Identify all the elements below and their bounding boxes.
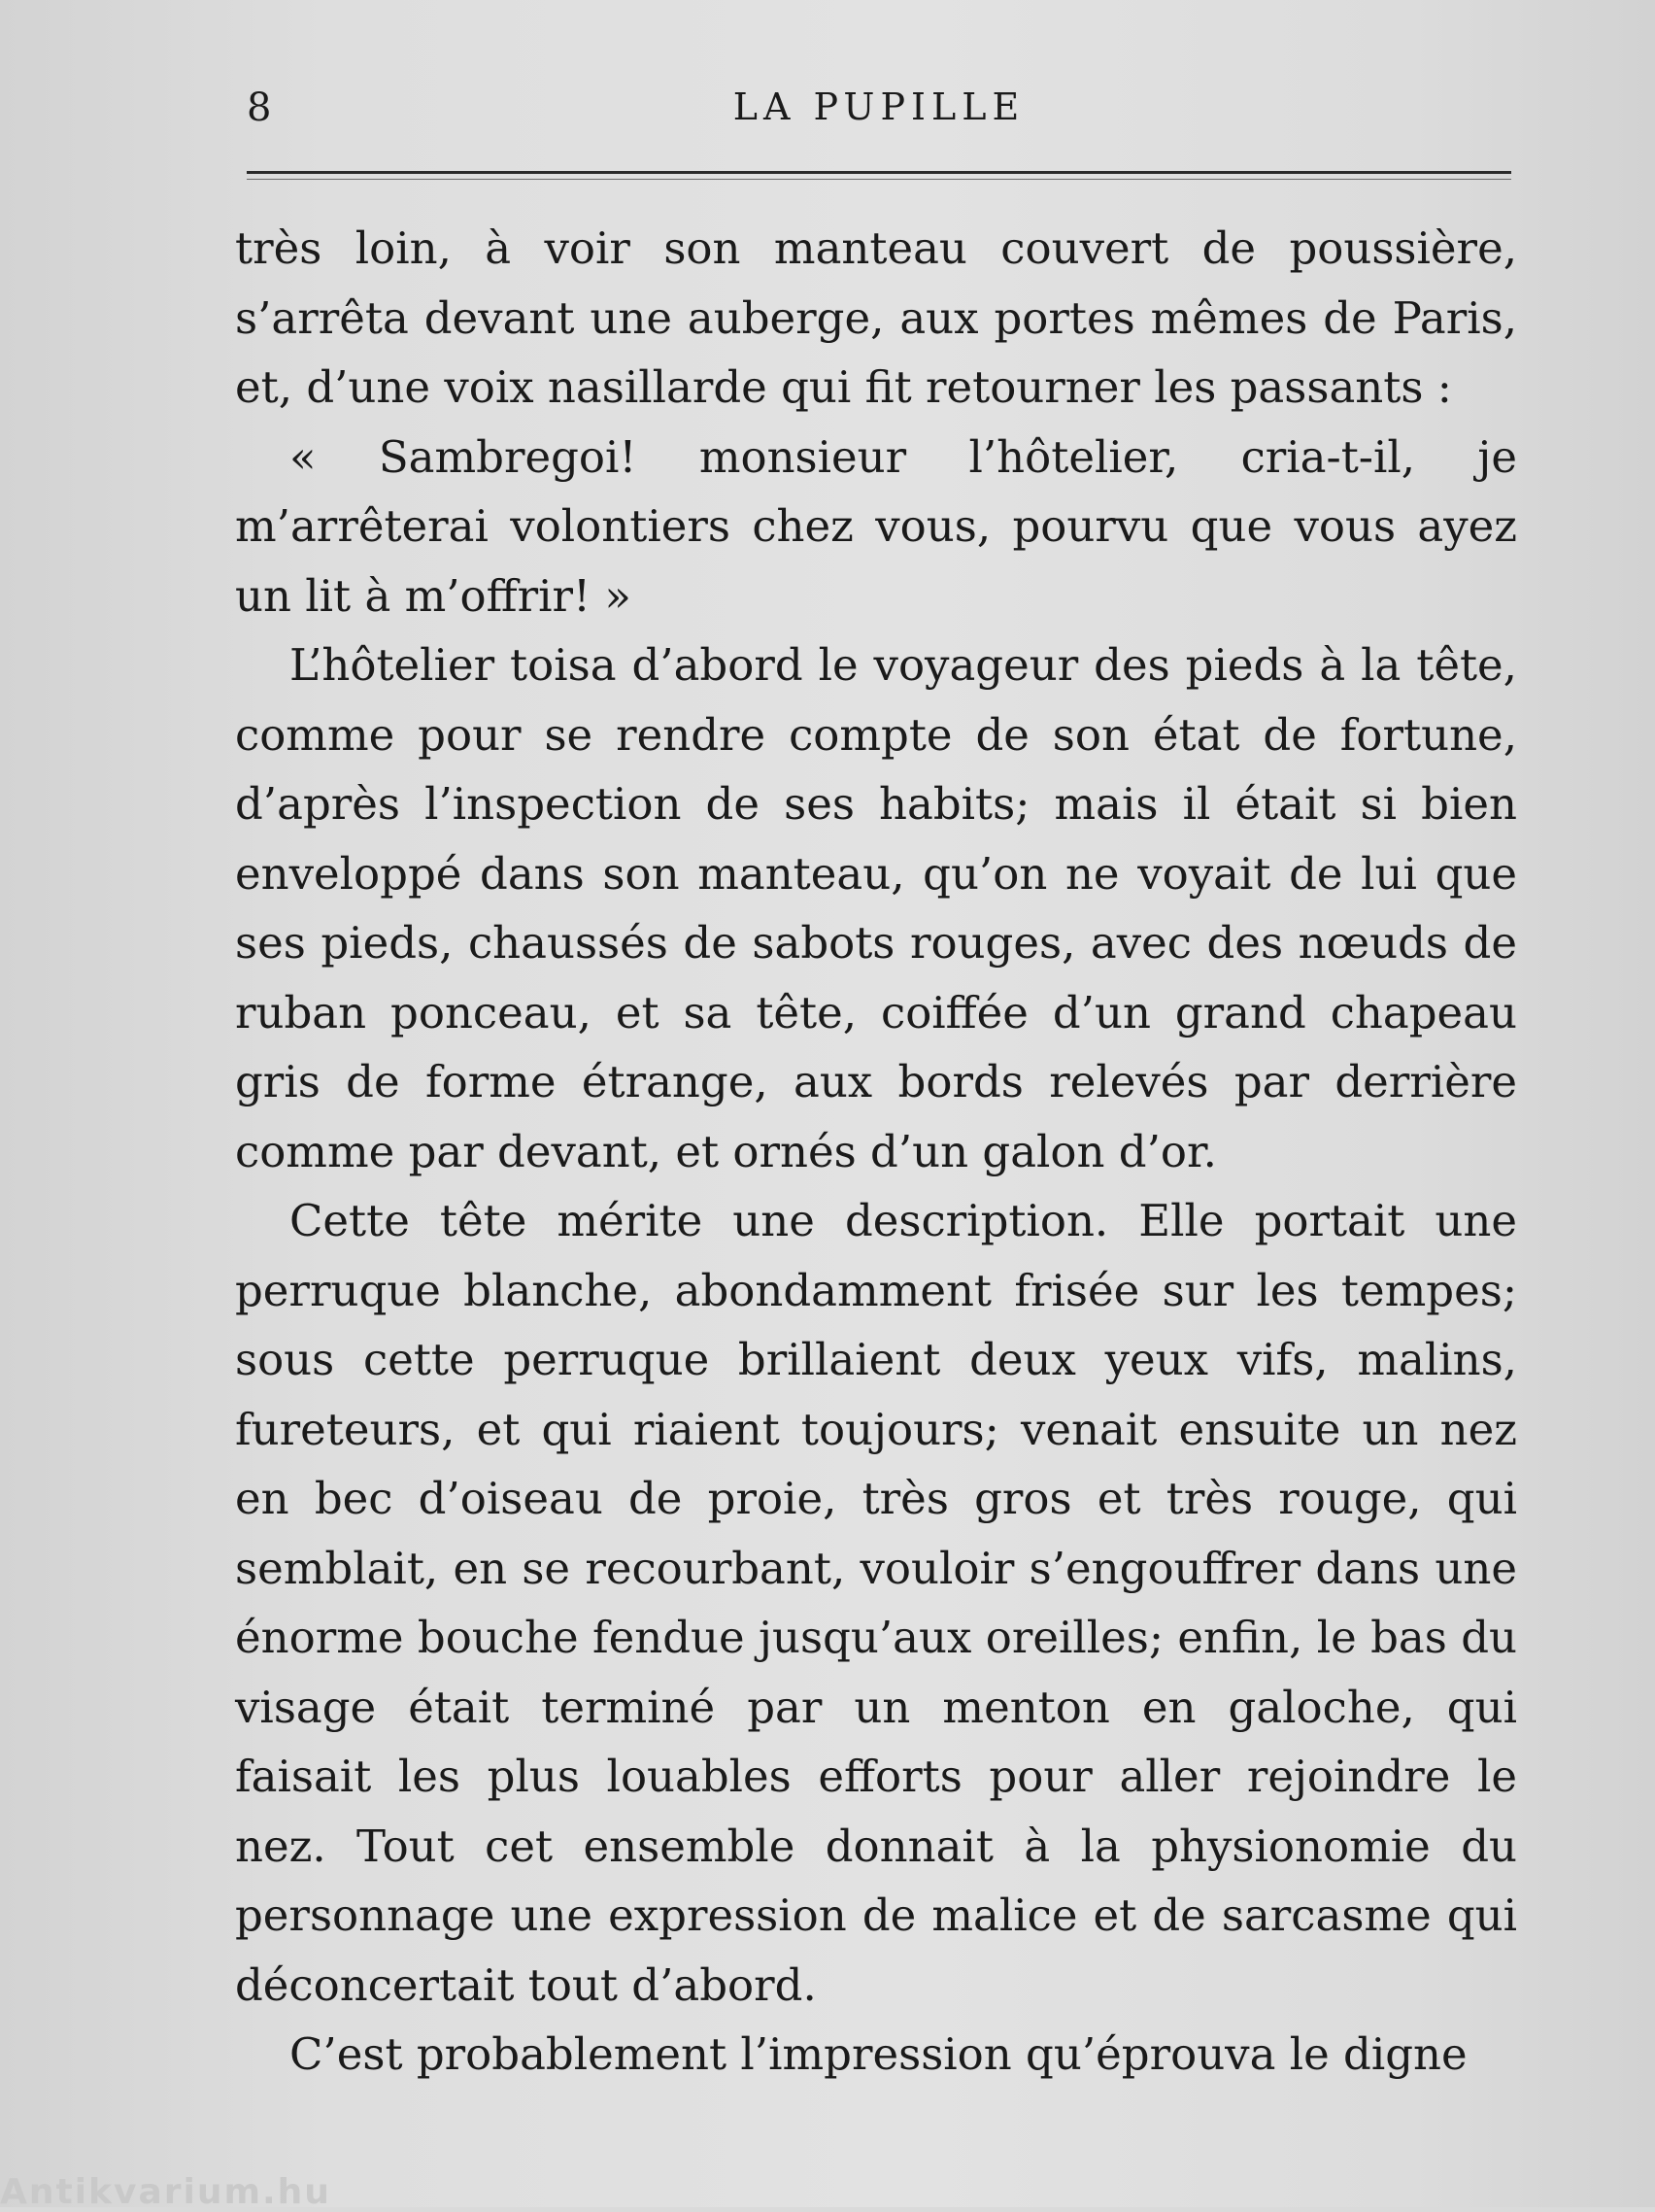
running-head (243, 78, 1515, 136)
running-title: LA PUPILLE (732, 85, 1026, 128)
paragraph-3: L’hôtelier toisa d’abord le voyageur des pieds à la tête, comme pour se rendre compte de son état de fortune, d’après l’inspection de ses habits; mais il était si bien enveloppé dans son manteau, qu’on ne voyait de lui que ses pieds, chaussés de sabots rouges, avec des nœuds de ruban ponceau, et sa tête, coiffée d’un grand chapeau gris de forme étrange, aux bords relevés par derrière comme par devant, et ornés d’un galon d’or. (235, 639, 1517, 1177)
body-text (235, 214, 1517, 2090)
watermark: Antikvarium.hu (0, 2172, 331, 2212)
paragraph-1: très loin, à voir son manteau couvert de poussière, s’arrêta devant une auberge, aux portes mêmes de Paris, et, d’une voix nasillarde qui fit retourner les passants : (235, 222, 1517, 413)
header-rule (247, 171, 1511, 174)
header-rule-thin (247, 179, 1511, 180)
paragraph-2: « Sambregoi! monsieur l’hôtelier, cria-t-il, je m’arrêterai volontiers chez vous, pourvu que vous ayez un lit à m’offrir! » (235, 430, 1517, 622)
page-number: 8 (247, 85, 273, 130)
paragraph-5: C’est probablement l’impression qu’éprouva le digne (289, 2028, 1468, 2080)
paragraph-4: Cette tête mérite une description. Elle portait une perruque blanche, abondamment frisée sur les tempes; sous cette perruque brillaient deux yeux vifs, malins, fureteurs, et qui riaient toujours; venait ensuite un nez en bec d’oiseau de proie, très gros et très rouge, qui semblait, en se recourbant, vouloir s’engouffrer dans une énorme bouche fendue jusqu’aux oreilles; enfin, le bas du visage était terminé par un menton en galoche, qui faisait les plus louables efforts pour aller rejoindre le nez. Tout cet ensemble donnait à la physionomie du personnage une expression de malice et de sarcasme qui déconcertait tout d’abord. (235, 1195, 1517, 2011)
